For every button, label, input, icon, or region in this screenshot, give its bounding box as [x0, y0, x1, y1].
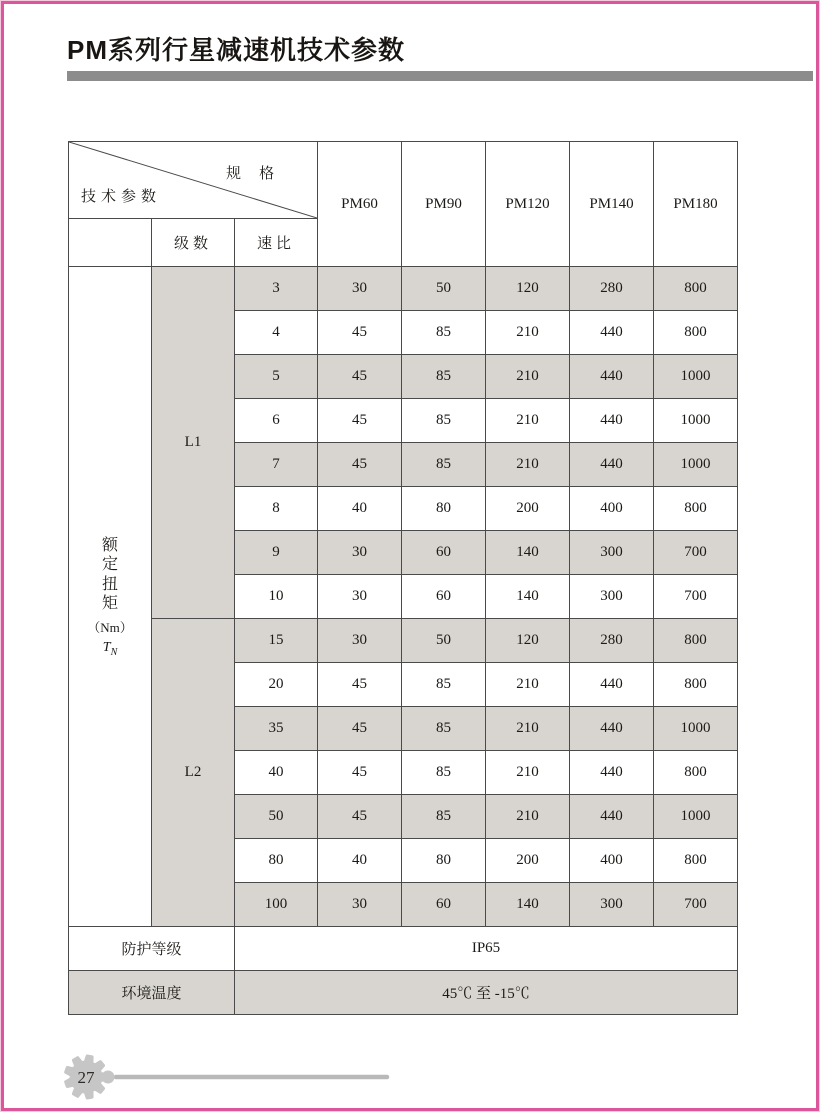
spec-table: [68, 141, 738, 1015]
value-cell: 210: [486, 707, 570, 751]
value-cell: 45: [318, 663, 402, 707]
table-corner-cell: [69, 142, 318, 219]
value-cell: 210: [486, 795, 570, 839]
value-cell: 210: [486, 443, 570, 487]
value-cell: 45: [318, 399, 402, 443]
value-cell: 200: [486, 487, 570, 531]
value-cell: 40: [318, 839, 402, 883]
value-cell: 700: [654, 575, 738, 619]
stage-header-cell: 级数: [152, 219, 235, 267]
value-cell: 440: [570, 399, 654, 443]
ratio-cell: 35: [235, 707, 318, 751]
value-cell: 800: [654, 619, 738, 663]
value-cell: 800: [654, 751, 738, 795]
footer-label-cell: 防护等级: [69, 927, 235, 971]
value-cell: 85: [402, 751, 486, 795]
value-cell: 300: [570, 883, 654, 927]
column-header-pm120: PM120: [486, 142, 570, 267]
value-cell: 300: [570, 531, 654, 575]
ratio-cell: 5: [235, 355, 318, 399]
ratio-cell: 10: [235, 575, 318, 619]
table-row: [69, 267, 738, 311]
value-cell: 85: [402, 795, 486, 839]
ratio-cell: 80: [235, 839, 318, 883]
value-cell: 210: [486, 355, 570, 399]
ratio-cell: 3: [235, 267, 318, 311]
value-cell: 300: [570, 575, 654, 619]
value-cell: 85: [402, 707, 486, 751]
value-cell: 120: [486, 267, 570, 311]
value-cell: 400: [570, 487, 654, 531]
ratio-cell: 100: [235, 883, 318, 927]
value-cell: 85: [402, 355, 486, 399]
value-cell: 45: [318, 795, 402, 839]
value-cell: 85: [402, 311, 486, 355]
value-cell: 50: [402, 619, 486, 663]
table-row: [69, 142, 738, 219]
value-cell: 210: [486, 399, 570, 443]
ratio-cell: 8: [235, 487, 318, 531]
stage-cell-l1: L1: [152, 267, 235, 619]
blank-header-cell: [69, 219, 152, 267]
value-cell: 210: [486, 311, 570, 355]
value-cell: 440: [570, 707, 654, 751]
torque-unit: （Nm）: [87, 619, 133, 635]
value-cell: 45: [318, 443, 402, 487]
value-cell: 45: [318, 355, 402, 399]
footer-value-cell: IP65: [235, 927, 738, 971]
value-cell: 60: [402, 883, 486, 927]
value-cell: 45: [318, 311, 402, 355]
value-cell: 45: [318, 751, 402, 795]
value-cell: 440: [570, 663, 654, 707]
corner-spec-label: 规 格: [226, 165, 282, 182]
value-cell: 40: [318, 487, 402, 531]
value-cell: 30: [318, 575, 402, 619]
column-header-pm60: PM60: [318, 142, 402, 267]
table-row: [69, 619, 738, 663]
value-cell: 280: [570, 267, 654, 311]
value-cell: 800: [654, 267, 738, 311]
value-cell: 440: [570, 795, 654, 839]
page-title: PM系列行星减速机技术参数: [67, 35, 406, 65]
value-cell: 800: [654, 663, 738, 707]
value-cell: 60: [402, 531, 486, 575]
value-cell: 700: [654, 531, 738, 575]
value-cell: 440: [570, 751, 654, 795]
stage-cell-l2: L2: [152, 619, 235, 927]
value-cell: 280: [570, 619, 654, 663]
value-cell: 140: [486, 531, 570, 575]
value-cell: 440: [570, 355, 654, 399]
ratio-cell: 20: [235, 663, 318, 707]
ratio-cell: 50: [235, 795, 318, 839]
page-footer-decoration: [56, 1046, 401, 1106]
value-cell: 800: [654, 839, 738, 883]
value-cell: 140: [486, 883, 570, 927]
ratio-cell: 15: [235, 619, 318, 663]
ratio-header-cell: 速比: [235, 219, 318, 267]
value-cell: 1000: [654, 443, 738, 487]
value-cell: 30: [318, 883, 402, 927]
value-cell: 45: [318, 707, 402, 751]
value-cell: 1000: [654, 795, 738, 839]
value-cell: 80: [402, 487, 486, 531]
value-cell: 1000: [654, 399, 738, 443]
column-header-pm140: PM140: [570, 142, 654, 267]
corner-param-label: 技术参数: [81, 188, 162, 205]
value-cell: 1000: [654, 707, 738, 751]
value-cell: 85: [402, 399, 486, 443]
value-cell: 210: [486, 663, 570, 707]
column-header-pm180: PM180: [654, 142, 738, 267]
value-cell: 120: [486, 619, 570, 663]
footer-label-cell: 环境温度: [69, 971, 235, 1015]
value-cell: 85: [402, 443, 486, 487]
column-header-pm90: PM90: [402, 142, 486, 267]
footer-value-cell: 45℃ 至 -15℃: [235, 971, 738, 1015]
rated-torque-label: [69, 536, 151, 658]
value-cell: 85: [402, 663, 486, 707]
ratio-cell: 4: [235, 311, 318, 355]
value-cell: 60: [402, 575, 486, 619]
value-cell: 200: [486, 839, 570, 883]
ratio-cell: 7: [235, 443, 318, 487]
value-cell: 400: [570, 839, 654, 883]
value-cell: 30: [318, 531, 402, 575]
value-cell: 440: [570, 443, 654, 487]
table-row: [69, 971, 738, 1015]
value-cell: 440: [570, 311, 654, 355]
table-row: [69, 927, 738, 971]
value-cell: 50: [402, 267, 486, 311]
value-cell: 30: [318, 619, 402, 663]
page-number: 27: [77, 1068, 95, 1087]
rated-torque-vertical-text: 额 定 扭 矩: [101, 536, 118, 613]
value-cell: 1000: [654, 355, 738, 399]
torque-row-group-label: [69, 267, 152, 927]
value-cell: 140: [486, 575, 570, 619]
value-cell: 30: [318, 267, 402, 311]
value-cell: 800: [654, 487, 738, 531]
ratio-cell: 9: [235, 531, 318, 575]
value-cell: 210: [486, 751, 570, 795]
ratio-cell: 6: [235, 399, 318, 443]
value-cell: 80: [402, 839, 486, 883]
value-cell: 700: [654, 883, 738, 927]
value-cell: 800: [654, 311, 738, 355]
title-underline-bar: [67, 71, 813, 81]
ratio-cell: 40: [235, 751, 318, 795]
torque-symbol: $T_N$: [102, 639, 118, 658]
page-frame: [1, 1, 819, 1111]
